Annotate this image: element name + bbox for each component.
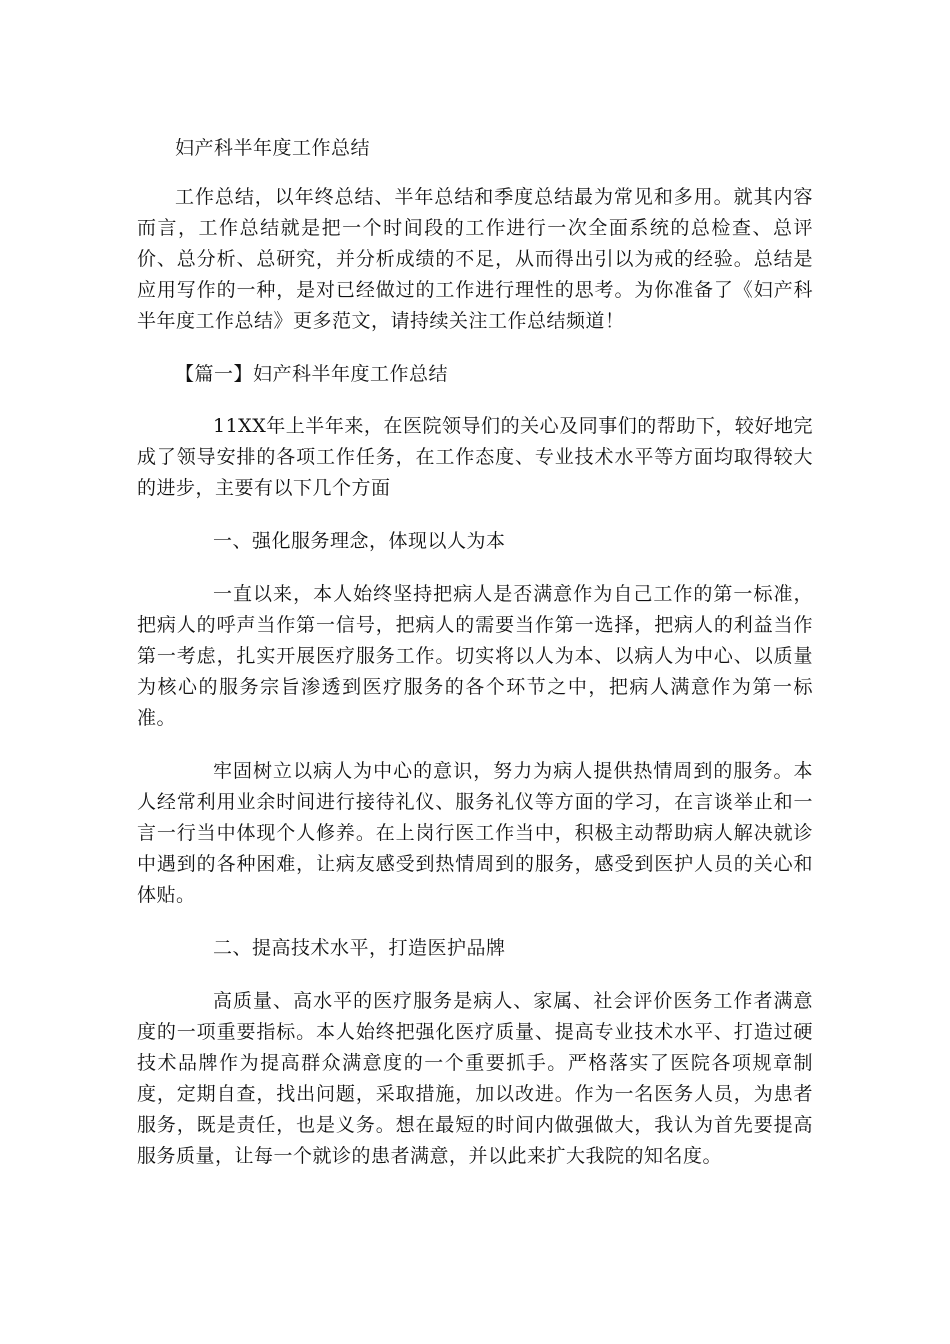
paragraph-patient-standard: 一直以来，本人始终坚持把病人是否满意作为自己工作的第一标准，把病人的呼声当作第一信号，把病人的需要当作第一选择，把病人的利益当作第一考虑，扎实开展医疗服务工作。切实将以人为本、以病人为中心、以质量为核心的服务宗旨渗透到医疗服务的各个环节之中，把病人满意作为第一标准。 <box>137 583 813 729</box>
intro-paragraph: 工作总结，以年终总结、半年总结和季度总结最为常见和多用。就其内容而言，工作总结就是把一个时间段的工作进行一次全面系统的总检查、总评价、总分析、总研究，并分析成绩的不足，从而得出引以为戒的经验。总结是应用写作的一种，是对已经做过的工作进行理性的思考。为你准备了《妇产科半年度工作总结》更多范文，请持续关注工作总结频道！ <box>137 186 813 332</box>
paragraph-patient-centered: 牢固树立以病人为中心的意识，努力为病人提供热情周到的服务。本人经常利用业余时间进行接待礼仪、服务礼仪等方面的学习，在言谈举止和一言一行当中体现个人修养。在上岗行医工作当中，积极主动帮助病人解决就诊中遇到的各种困难，让病友感受到热情周到的服务，感受到医护人员的关心和体贴。 <box>137 760 813 906</box>
section-title: 【篇一】妇产科半年度工作总结 <box>175 363 449 385</box>
document-body <box>137 133 813 1194</box>
paragraph-opening: 11XX年上半年来，在医院领导们的关心及同事们的帮助下，较好地完成了领导安排的各项工作任务，在工作态度、专业技术水平等方面均取得较大的进步，主要有以下几个方面 <box>137 415 813 499</box>
paragraph-medical-quality: 高质量、高水平的医疗服务是病人、家属、社会评价医务工作者满意度的一项重要指标。本人始终把强化医疗质量、提高专业技术水平、打造过硬技术品牌作为提高群众满意度的一个重要抓手。严格落实了医院各项规章制度，定期自查，找出问题，采取措施，加以改进。作为一名医务人员，为患者服务，既是责任，也是义务。想在最短的时间内做强做大，我认为首先要提高服务质量，让每一个就诊的患者满意，并以此来扩大我院的知名度。 <box>137 990 813 1167</box>
heading-service-concept: 一、强化服务理念，体现以人为本 <box>213 530 506 552</box>
document-title: 妇产科半年度工作总结 <box>175 137 371 159</box>
heading-technical-level: 二、提高技术水平，打造医护品牌 <box>213 937 506 959</box>
